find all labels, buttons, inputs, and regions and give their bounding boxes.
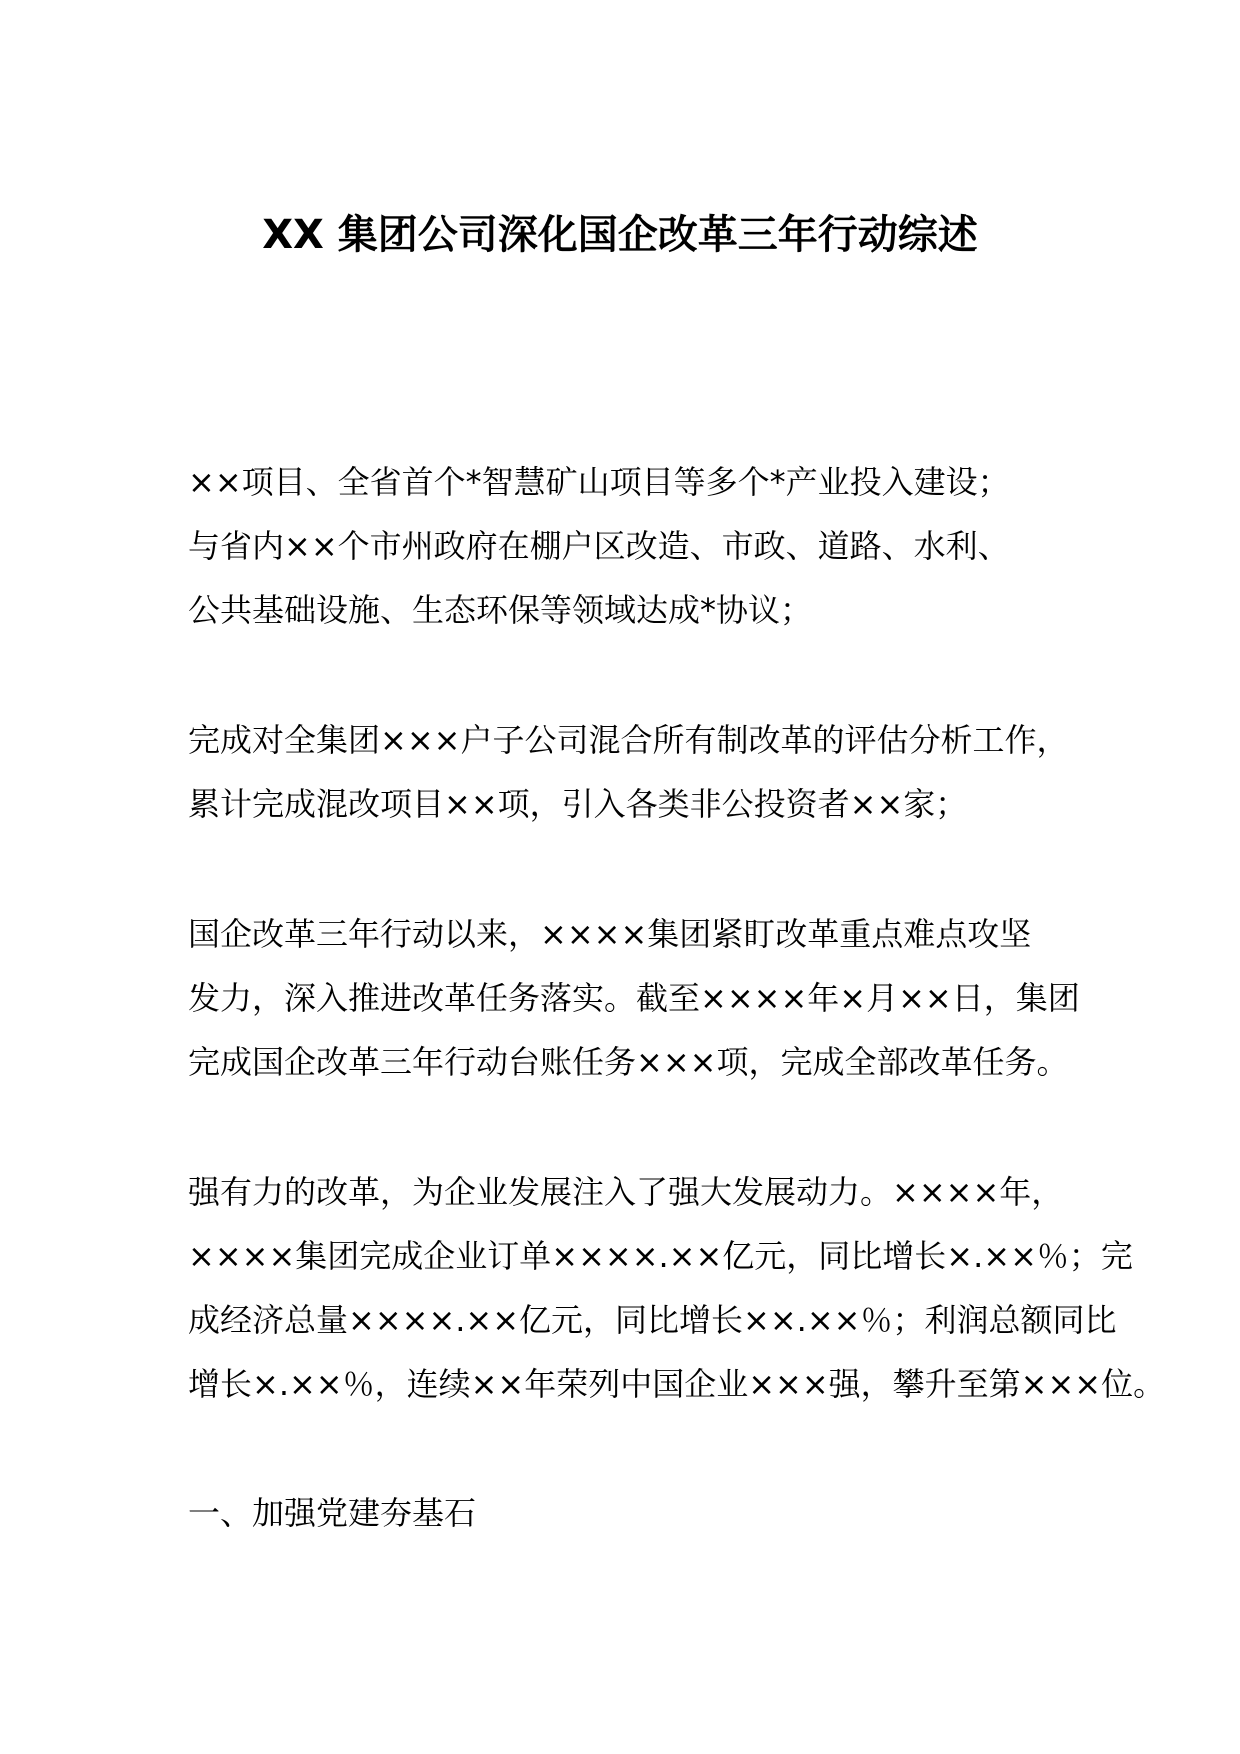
paragraph-reform-progress xyxy=(188,902,1088,1094)
paragraph-line: 公共基础设施、生态环保等领域达成*协议； xyxy=(188,591,813,629)
paragraph-line: 完成对全集团×××户子公司混合所有制改革的评估分析工作， xyxy=(188,721,1069,759)
paragraph-line: 增长×.××％，连续××年荣列中国企业×××强，攀升至第×××位。 xyxy=(188,1365,1166,1403)
document-title: XX 集团公司深化国企改革三年行动综述 xyxy=(262,212,978,258)
section-heading xyxy=(188,1481,1088,1545)
paragraph-line: 累计完成混改项目××项，引入各类非公投资者××家； xyxy=(188,785,968,823)
paragraph-line: 完成国企改革三年行动台账任务×××项，完成全部改革任务。 xyxy=(188,1043,1069,1081)
paragraph-line: 发力，深入推进改革任务落实。截至××××年×月××日，集团 xyxy=(188,979,1080,1017)
paragraph-line: 成经济总量××××.××亿元，同比增长××.××％；利润总额同比 xyxy=(188,1301,1117,1339)
paragraph-results xyxy=(188,1160,1166,1416)
paragraph-mixed-ownership xyxy=(188,708,1088,836)
paragraph-line: 与省内××个市州政府在棚户区改造、市政、道路、水利、 xyxy=(188,527,1010,565)
paragraph-line: 国企改革三年行动以来，××××集团紧盯改革重点难点攻坚 xyxy=(188,915,1032,953)
paragraph-line: ××××集团完成企业订单××××.××亿元，同比增长×.××％；完 xyxy=(188,1237,1133,1275)
paragraph-projects xyxy=(188,450,1088,642)
paragraph-line: 强有力的改革，为企业发展注入了强大发展动力。××××年， xyxy=(188,1173,1064,1211)
paragraph-line: ××项目、全省首个*智慧矿山项目等多个*产业投入建设； xyxy=(188,463,1010,501)
section-heading-text: 一、加强党建夯基石 xyxy=(188,1494,477,1532)
